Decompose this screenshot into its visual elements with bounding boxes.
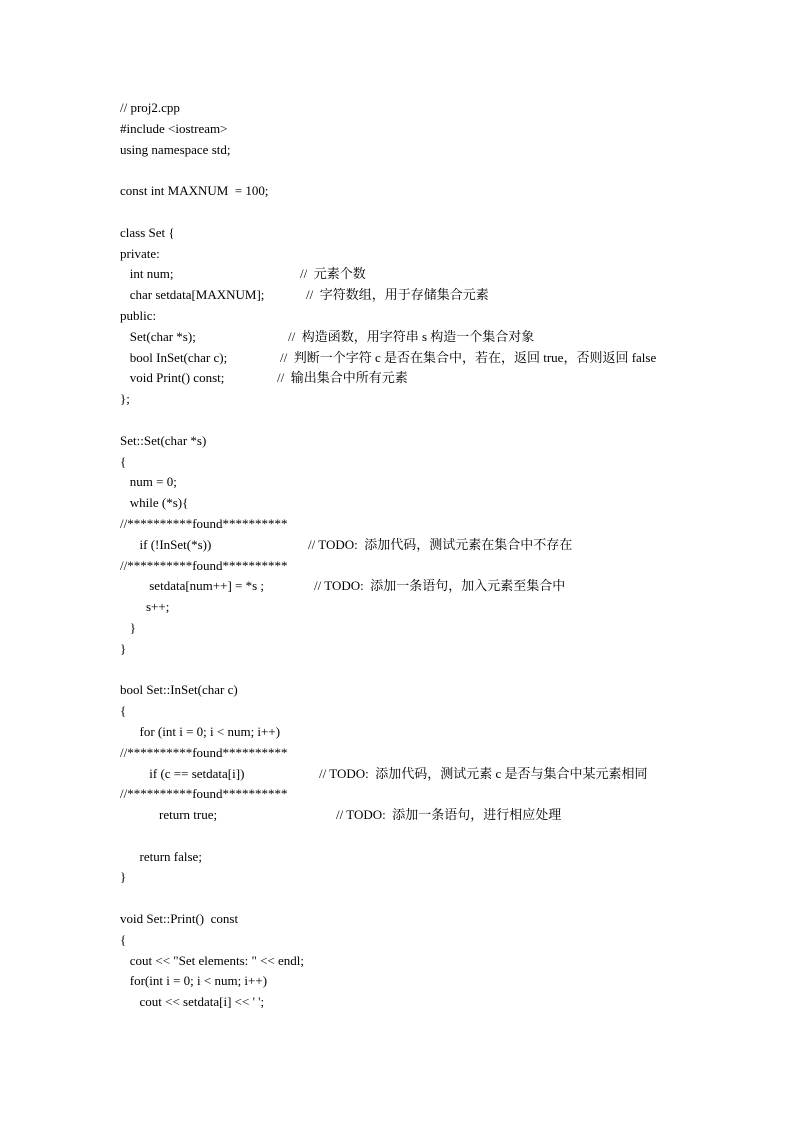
code-line bbox=[120, 493, 770, 514]
code-text: bool Set::InSet(char c) bbox=[120, 682, 238, 698]
code-text: } bbox=[120, 869, 127, 885]
blank-line bbox=[120, 160, 770, 181]
code-text: private: bbox=[120, 245, 160, 261]
code-text: bool InSet(char c); bbox=[120, 349, 228, 365]
code-line bbox=[120, 389, 770, 410]
code-text: { bbox=[120, 453, 127, 469]
blank-line bbox=[120, 410, 770, 431]
code-line bbox=[120, 514, 770, 535]
code-line bbox=[120, 951, 770, 972]
code-text: #include <iostream> bbox=[120, 120, 228, 136]
code-line bbox=[120, 680, 770, 701]
code-line bbox=[120, 971, 770, 992]
code-line bbox=[120, 909, 770, 930]
code-text: return false; bbox=[120, 848, 202, 864]
code-comment: // TODO: 添加代码，测试元素 c 是否与集合中某元素相同 bbox=[319, 765, 648, 781]
code-text: { bbox=[120, 931, 127, 947]
code-text: cout << "Set elements: " << endl; bbox=[120, 952, 304, 968]
code-line bbox=[120, 348, 770, 369]
code-line bbox=[120, 223, 770, 244]
code-comment: // 字符数组，用于存储集合元素 bbox=[306, 287, 489, 303]
code-line bbox=[120, 452, 770, 473]
code-comment: // TODO: 添加一条语句，进行相应处理 bbox=[336, 807, 562, 823]
code-comment: // 构造函数，用字符串 s 构造一个集合对象 bbox=[288, 328, 535, 344]
blank-line bbox=[120, 888, 770, 909]
code-text: if (!InSet(*s)) bbox=[120, 536, 212, 552]
code-text: using namespace std; bbox=[120, 141, 231, 157]
code-text: void Print() const; bbox=[120, 370, 225, 386]
code-line bbox=[120, 140, 770, 161]
code-text: if (c == setdata[i]) bbox=[120, 765, 245, 781]
code-line bbox=[120, 867, 770, 888]
code-line bbox=[120, 556, 770, 577]
code-text: Set::Set(char *s) bbox=[120, 432, 207, 448]
code-text: //**********found********** bbox=[120, 744, 288, 760]
code-text: //**********found********** bbox=[120, 557, 288, 573]
code-line bbox=[120, 306, 770, 327]
code-line bbox=[120, 992, 770, 1013]
code-comment: // TODO: 添加一条语句，加入元素至集合中 bbox=[314, 578, 566, 594]
blank-line bbox=[120, 202, 770, 223]
code-line bbox=[120, 119, 770, 140]
code-text: class Set { bbox=[120, 224, 175, 240]
code-text: s++; bbox=[120, 599, 170, 615]
code-text: char setdata[MAXNUM]; bbox=[120, 287, 265, 303]
code-line bbox=[120, 764, 770, 785]
code-text: { bbox=[120, 703, 127, 719]
code-line bbox=[120, 597, 770, 618]
code-line bbox=[120, 431, 770, 452]
code-text: void Set::Print() const bbox=[120, 911, 239, 927]
code-text: int num; bbox=[120, 266, 174, 282]
code-line bbox=[120, 181, 770, 202]
code-line bbox=[120, 618, 770, 639]
code-text: num = 0; bbox=[120, 474, 177, 490]
code-line bbox=[120, 743, 770, 764]
code-text: return true; bbox=[120, 807, 218, 823]
code-line bbox=[120, 327, 770, 348]
code-line bbox=[120, 930, 770, 951]
code-text: }; bbox=[120, 391, 130, 407]
code-text: // proj2.cpp bbox=[120, 100, 180, 115]
code-comment: // 判断一个字符 c 是否在集合中，若在，返回 true，否则返回 false bbox=[280, 349, 657, 365]
code-comment: // TODO: 添加代码，测试元素在集合中不存在 bbox=[308, 536, 573, 552]
code-text: setdata[num++] = *s ; bbox=[120, 578, 265, 594]
code-comment: // 输出集合中所有元素 bbox=[277, 370, 408, 386]
code-text: public: bbox=[120, 307, 157, 323]
code-text: //**********found********** bbox=[120, 515, 288, 531]
code-text: const int MAXNUM = 100; bbox=[120, 183, 269, 199]
code-line bbox=[120, 244, 770, 265]
code-line bbox=[120, 722, 770, 743]
code-line bbox=[120, 576, 770, 597]
code-line bbox=[120, 784, 770, 805]
code-line bbox=[120, 535, 770, 556]
code-text: } bbox=[120, 640, 127, 656]
code-text: //**********found********** bbox=[120, 786, 288, 802]
code-text: for(int i = 0; i < num; i++) bbox=[120, 973, 268, 989]
blank-line bbox=[120, 826, 770, 847]
code-line bbox=[120, 639, 770, 660]
code-line bbox=[120, 264, 770, 285]
blank-line bbox=[120, 660, 770, 681]
code-line bbox=[120, 368, 770, 389]
code-line bbox=[120, 98, 770, 119]
code-comment: // 元素个数 bbox=[300, 266, 366, 282]
code-line bbox=[120, 847, 770, 868]
code-listing bbox=[120, 98, 770, 1013]
code-text: Set(char *s); bbox=[120, 328, 196, 344]
code-text: } bbox=[120, 619, 136, 635]
code-text: for (int i = 0; i < num; i++) bbox=[120, 723, 281, 739]
code-text: cout << setdata[i] << ' '; bbox=[120, 994, 265, 1010]
code-line bbox=[120, 701, 770, 722]
code-line bbox=[120, 472, 770, 493]
code-line bbox=[120, 805, 770, 826]
code-line bbox=[120, 285, 770, 306]
code-text: while (*s){ bbox=[120, 495, 189, 511]
